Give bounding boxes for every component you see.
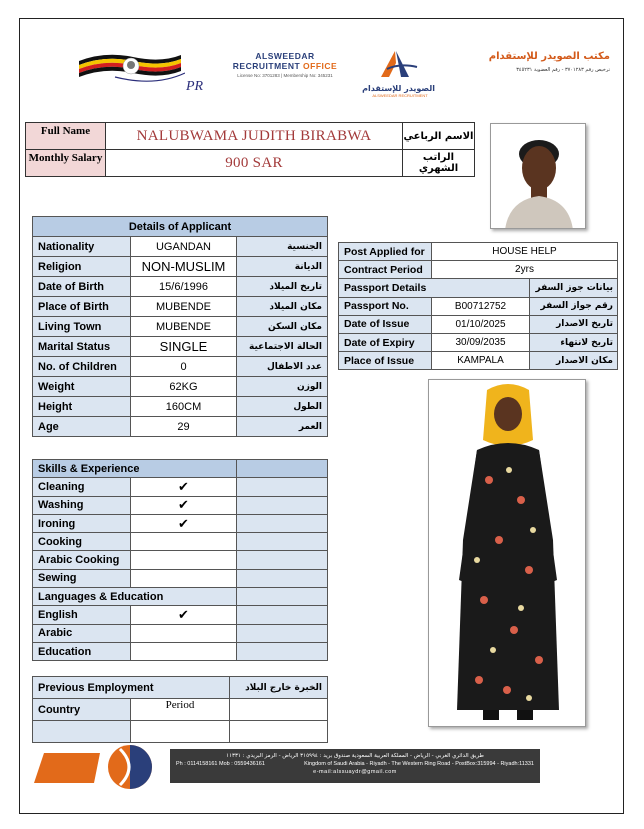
table-row: Education xyxy=(33,642,328,660)
full-name-value: NALUBWAMA JUDITH BIRABWA xyxy=(106,123,403,150)
passport-title-ar: بيانات جوز السفر xyxy=(530,279,618,297)
table-row: Place of Birth MUBENDE مكان الميلاد xyxy=(33,297,328,317)
salary-label: Monthly Salary xyxy=(26,150,106,177)
table-row: Cleaning ✔ xyxy=(33,478,328,496)
arabic-brand: الصويدر للإستقدام xyxy=(362,84,435,93)
skills-table xyxy=(32,459,328,661)
footer-address-en: Kingdom of Saudi Arabia - Riyadh - The Western Ring Road - PostBox:315994 - Riyadh:11331 xyxy=(304,761,534,767)
check-icon: ✔ xyxy=(131,514,236,532)
table-row: Ironing ✔ xyxy=(33,514,328,532)
table-row xyxy=(339,279,618,297)
footer-phone: Ph : 0114158161 Mob : 0559436161 xyxy=(176,761,265,767)
alsweedar-a-logo xyxy=(362,49,435,99)
table-row xyxy=(339,261,618,279)
table-row: Cooking xyxy=(33,533,328,551)
post-value: HOUSE HELP xyxy=(432,243,618,261)
employment-title: Previous Employment xyxy=(33,677,230,699)
details-title: Details of Applicant xyxy=(33,217,328,237)
skills-title: Skills & Experience xyxy=(33,460,237,478)
office-name-line1: ALSWEEDAR xyxy=(255,51,315,61)
table-row: Washing ✔ xyxy=(33,496,328,514)
table-row: Passport No. B00712752 رقم جواز السفر xyxy=(339,297,618,315)
pr-badge: PR xyxy=(186,79,204,94)
full-body-image xyxy=(429,380,586,727)
salary-label-ar: الراتب الشهري xyxy=(403,150,475,177)
portrait-image xyxy=(491,124,586,229)
country-label: Country xyxy=(33,699,131,721)
identity-table xyxy=(25,122,475,177)
check-icon: ✔ xyxy=(131,478,236,496)
arabic-brand-en: ALSWEEDAR RECRUITMENT xyxy=(372,93,428,98)
contract-label: Contract Period xyxy=(339,261,432,279)
table-row: Date of Expiry 30/09/2035 تاريخ لانتهاء xyxy=(339,333,618,351)
salary-value: 900 SAR xyxy=(106,150,403,177)
footer-logo-swoosh xyxy=(34,743,184,789)
table-row: Marital Status SINGLE الحالة الاجتماعية xyxy=(33,337,328,357)
a-mark-icon xyxy=(365,49,435,79)
table-row: English ✔ xyxy=(33,606,328,624)
details-table xyxy=(32,216,328,437)
check-icon: ✔ xyxy=(131,606,236,624)
footer-address-ar: طريق الدائري الغربي - الرياض - المملكة العربية السعودية صندوق بريد : ٣١٥٩٩٤ الرياض - الرمز البريدي : ١١٣٣١ xyxy=(226,753,484,759)
employment-table xyxy=(32,676,328,743)
table-row: Religion NON-MUSLIM الديانة xyxy=(33,257,328,277)
cv-page xyxy=(19,18,624,814)
period-label: Period xyxy=(131,699,230,721)
table-row: Height 160CM الطول xyxy=(33,397,328,417)
table-row: Age 29 العمر xyxy=(33,417,328,437)
uganda-flag-logo xyxy=(75,47,185,83)
contract-value: 2yrs xyxy=(432,261,618,279)
languages-title: Languages & Education xyxy=(33,588,237,606)
table-row: Date of Issue 01/10/2025 تاريخ الاصدار xyxy=(339,315,618,333)
footer-band xyxy=(170,749,540,783)
applicant-portrait-photo xyxy=(490,123,586,229)
table-row: Weight 62KG الوزن xyxy=(33,377,328,397)
table-row xyxy=(339,243,618,261)
check-icon: ✔ xyxy=(131,496,236,514)
full-name-label: Full Name xyxy=(26,123,106,150)
table-row: Arabic Cooking xyxy=(33,551,328,569)
office-name-line2: RECRUITMENT OFFICE xyxy=(232,61,338,71)
employment-title-ar: الخبرة خارج البلاد xyxy=(230,677,328,699)
table-row: Date of Birth 15/6/1996 تاريخ الميلاد xyxy=(33,277,328,297)
office-license: License No: 3701283 | Membership No: 345231 xyxy=(237,73,333,78)
table-row: Place of Issue KAMPALA مكان الاصدار xyxy=(339,352,618,370)
table-row: No. of Children 0 عدد الاطفال xyxy=(33,357,328,377)
table-row: Living Town MUBENDE مكان السكن xyxy=(33,317,328,337)
arabic-office-title: مكتب الصويدر للإستقدام xyxy=(488,51,610,62)
office-logo-block xyxy=(220,51,350,78)
table-row: Nationality UGANDAN الجنسية xyxy=(33,237,328,257)
table-row: Sewing xyxy=(33,569,328,587)
table-row: Arabic xyxy=(33,624,328,642)
arabic-office-subtitle: ترخيص رقم ٣٧٠١٢٨٣ - رقم العضوية ٣٤٥٢٣١ xyxy=(516,67,610,73)
full-name-label-ar: الاسم الرباعي xyxy=(403,123,475,150)
passport-table xyxy=(338,242,618,370)
footer-email: e-mail:alssuaydr@gmail.com xyxy=(313,769,397,775)
passport-title: Passport Details xyxy=(339,279,530,297)
post-label: Post Applied for xyxy=(339,243,432,261)
applicant-full-photo xyxy=(428,379,586,727)
